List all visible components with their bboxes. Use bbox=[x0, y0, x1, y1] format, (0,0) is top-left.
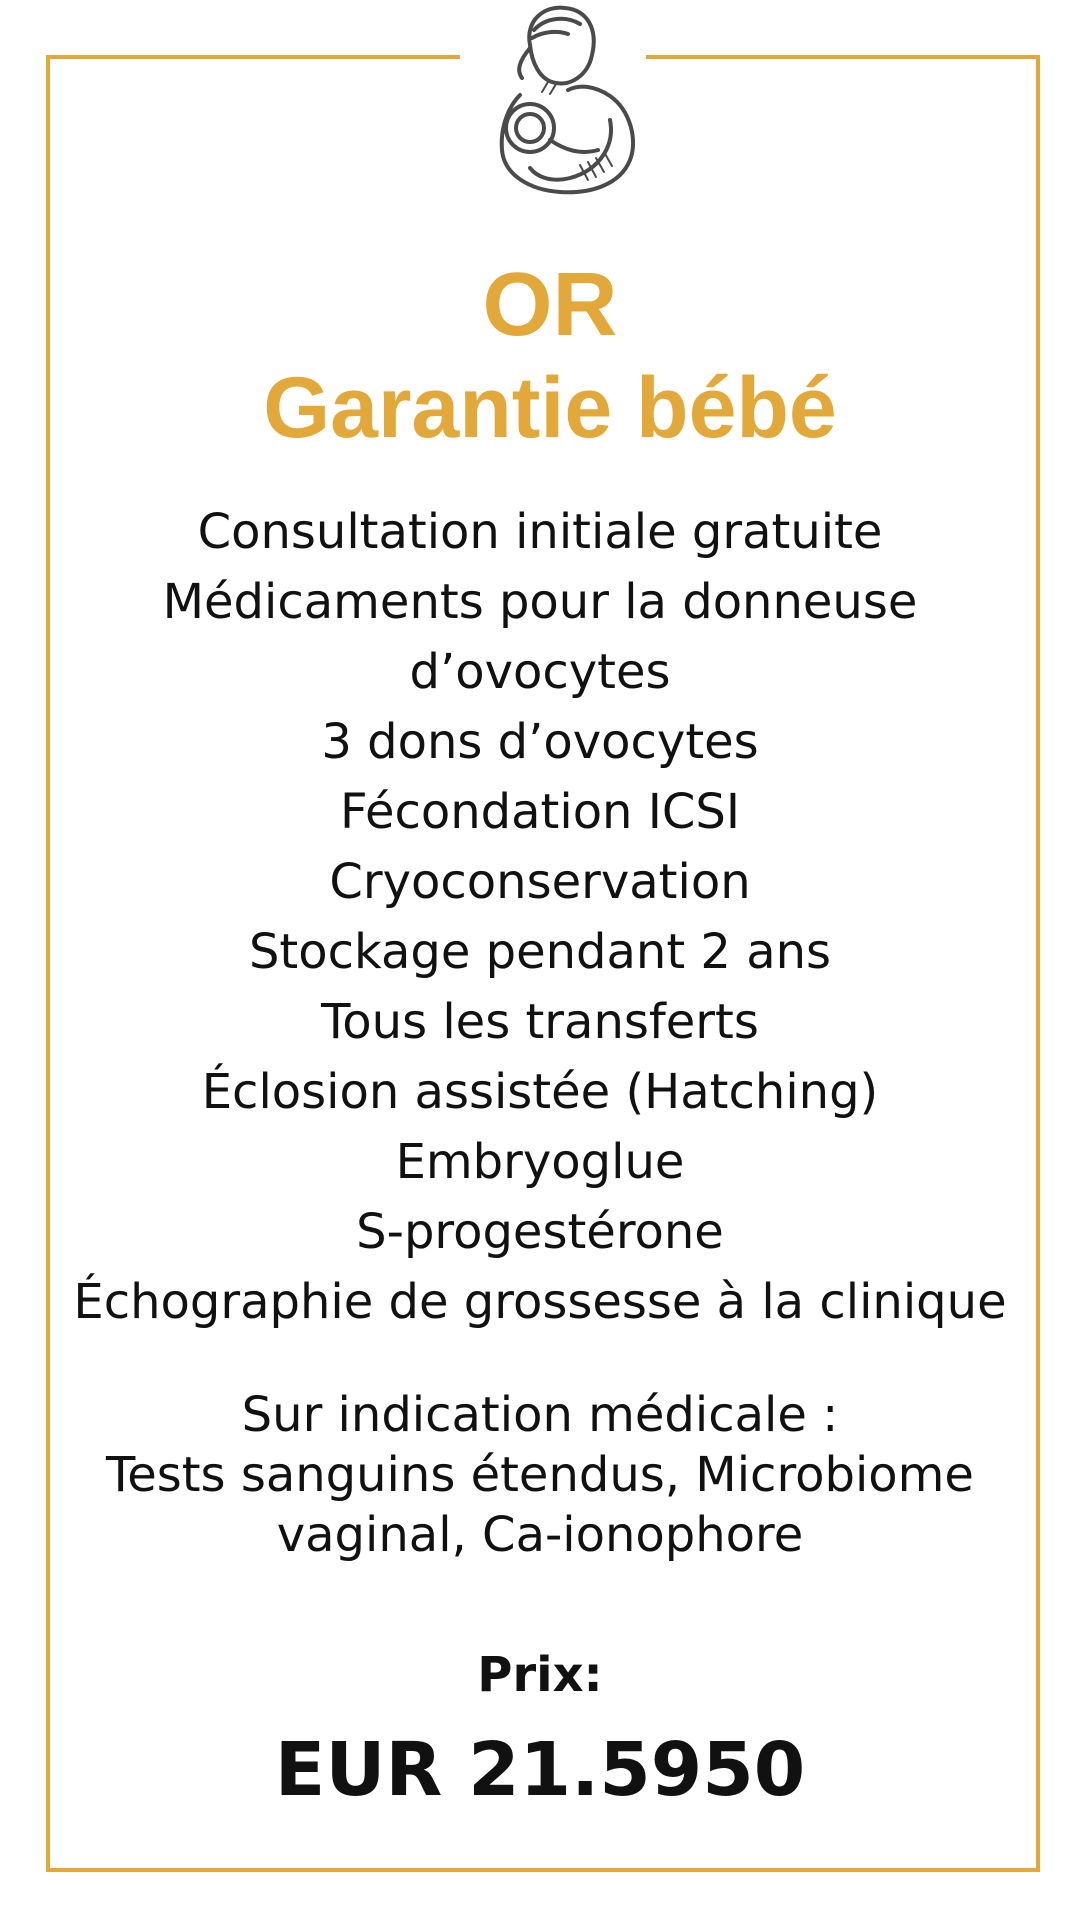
feature-list bbox=[60, 497, 1020, 1337]
card-top-border-left bbox=[46, 55, 460, 59]
feature-item: Tous les transferts bbox=[321, 994, 759, 1050]
feature-item: 3 dons d’ovocytes bbox=[321, 714, 759, 770]
indication-line: vaginal, Ca-ionophore bbox=[276, 1507, 804, 1563]
feature-item: Fécondation ICSI bbox=[339, 784, 741, 840]
feature-item: Stockage pendant 2 ans bbox=[248, 924, 832, 980]
feature-item: d’ovocytes bbox=[409, 644, 671, 700]
mother-holding-baby-icon bbox=[470, 0, 640, 200]
feature-item: Cryoconservation bbox=[329, 854, 751, 910]
feature-item: Médicaments pour la donneuse bbox=[162, 574, 918, 630]
card-top-border-right bbox=[646, 55, 1040, 59]
price-value: EUR 21.5950 bbox=[274, 1727, 806, 1813]
feature-item: Éclosion assistée (Hatching) bbox=[201, 1064, 879, 1120]
indication-line: Tests sanguins étendus, Microbiome bbox=[106, 1447, 974, 1503]
medical-indication-section bbox=[60, 1385, 1020, 1565]
feature-item: Embryoglue bbox=[395, 1134, 685, 1190]
feature-item: Échographie de grossesse à la clinique bbox=[73, 1274, 1007, 1330]
package-title: Garantie bébé bbox=[263, 360, 837, 456]
feature-item: S-progestérone bbox=[356, 1204, 724, 1260]
feature-item: Consultation initiale gratuite bbox=[197, 504, 883, 560]
price-label: Prix: bbox=[477, 1647, 603, 1703]
indication-title: Sur indication médicale : bbox=[241, 1387, 839, 1443]
package-tier-title: OR bbox=[482, 255, 618, 355]
